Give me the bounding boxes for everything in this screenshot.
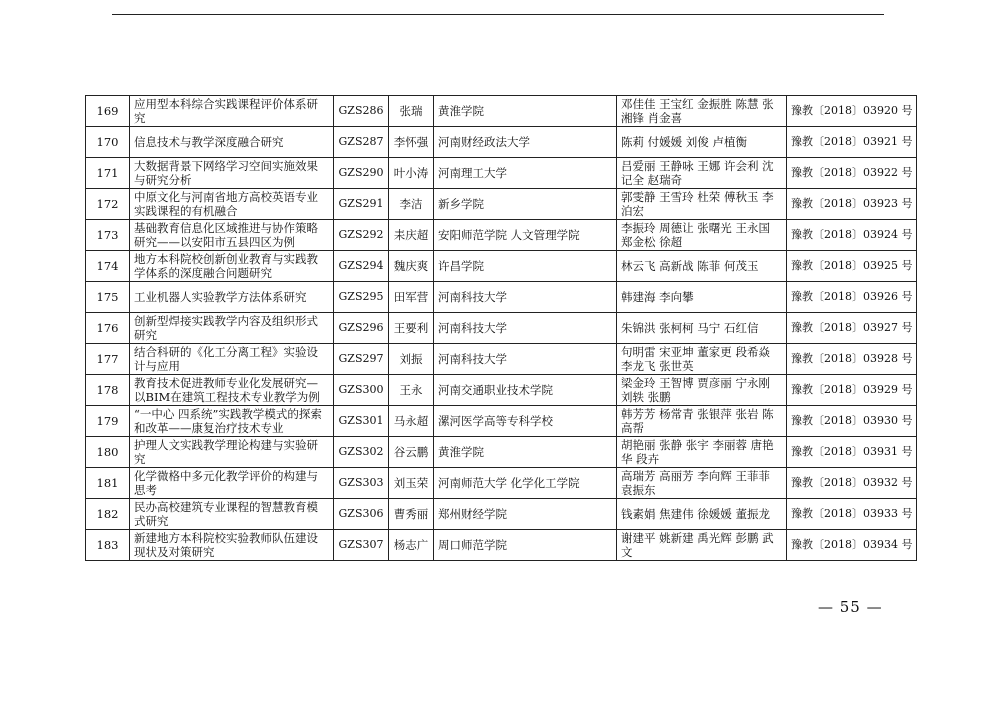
project-leader: 田军营 — [389, 282, 434, 313]
institution: 漯河医学高等专科学校 — [434, 406, 617, 437]
table-row — [86, 375, 917, 406]
project-leader: 张瑞 — [389, 96, 434, 127]
document-number: 豫教〔2018〕03924 号 — [787, 220, 917, 251]
project-code: GZS297 — [334, 344, 389, 375]
team-members: 朱锦洪 张柯柯 马宁 石红信 — [617, 313, 787, 344]
table-row — [86, 406, 917, 437]
document-number: 豫教〔2018〕03920 号 — [787, 96, 917, 127]
team-members: 胡艳丽 张静 张宇 李丽蓉 唐艳华 段卉 — [617, 437, 787, 468]
project-code: GZS292 — [334, 220, 389, 251]
row-number: 171 — [86, 158, 130, 189]
document-number: 豫教〔2018〕03932 号 — [787, 468, 917, 499]
project-leader: 李怀强 — [389, 127, 434, 158]
document-number: 豫教〔2018〕03928 号 — [787, 344, 917, 375]
project-title: 结合科研的《化工分离工程》实验设计与应用 — [130, 344, 334, 375]
project-leader: 耒庆超 — [389, 220, 434, 251]
project-code: GZS296 — [334, 313, 389, 344]
table-row — [86, 313, 917, 344]
document-number: 豫教〔2018〕03925 号 — [787, 251, 917, 282]
table-row — [86, 344, 917, 375]
project-title: 大数据背景下网络学习空间实施效果与研究分析 — [130, 158, 334, 189]
table-row — [86, 468, 917, 499]
institution: 河南理工大学 — [434, 158, 617, 189]
project-table — [85, 95, 917, 561]
project-code: GZS294 — [334, 251, 389, 282]
project-leader: 王永 — [389, 375, 434, 406]
team-members: 郭雯静 王雪玲 杜荣 傅秋玉 李泊宏 — [617, 189, 787, 220]
team-members: 韩建海 李向攀 — [617, 282, 787, 313]
row-number: 176 — [86, 313, 130, 344]
project-leader: 魏庆爽 — [389, 251, 434, 282]
project-title: 中原文化与河南省地方高校英语专业实践课程的有机融合 — [130, 189, 334, 220]
project-leader: 叶小涛 — [389, 158, 434, 189]
table-row — [86, 220, 917, 251]
table-row — [86, 437, 917, 468]
institution: 许昌学院 — [434, 251, 617, 282]
institution: 河南财经政法大学 — [434, 127, 617, 158]
project-title: 新建地方本科院校实验教师队伍建设现状及对策研究 — [130, 530, 334, 561]
project-code: GZS301 — [334, 406, 389, 437]
page-number: — 55 — — [818, 598, 883, 616]
team-members: 李振玲 周德让 张曙光 王永国 郑金松 徐超 — [617, 220, 787, 251]
institution: 河南科技大学 — [434, 282, 617, 313]
project-code: GZS287 — [334, 127, 389, 158]
institution: 河南交通职业技术学院 — [434, 375, 617, 406]
document-number: 豫教〔2018〕03922 号 — [787, 158, 917, 189]
project-title: 地方本科院校创新创业教育与实践教学体系的深度融合问题研究 — [130, 251, 334, 282]
project-code: GZS306 — [334, 499, 389, 530]
team-members: 林云飞 高新战 陈菲 何茂玉 — [617, 251, 787, 282]
project-title: 基础教育信息化区域推进与协作策略研究——以安阳市五县四区为例 — [130, 220, 334, 251]
row-number: 177 — [86, 344, 130, 375]
table-row — [86, 189, 917, 220]
institution: 安阳师范学院 人文管理学院 — [434, 220, 617, 251]
row-number: 174 — [86, 251, 130, 282]
document-number: 豫教〔2018〕03923 号 — [787, 189, 917, 220]
project-code: GZS300 — [334, 375, 389, 406]
institution: 黄淮学院 — [434, 96, 617, 127]
project-code: GZS290 — [334, 158, 389, 189]
team-members: 韩芳芳 杨常青 张银萍 张岩 陈高帮 — [617, 406, 787, 437]
document-number: 豫教〔2018〕03933 号 — [787, 499, 917, 530]
project-title: 信息技术与教学深度融合研究 — [130, 127, 334, 158]
institution: 新乡学院 — [434, 189, 617, 220]
project-leader: 李洁 — [389, 189, 434, 220]
project-leader: 刘玉荣 — [389, 468, 434, 499]
team-members: 高瑞芳 高丽芳 李向辉 王菲菲 袁振东 — [617, 468, 787, 499]
row-number: 173 — [86, 220, 130, 251]
project-code: GZS303 — [334, 468, 389, 499]
document-number: 豫教〔2018〕03927 号 — [787, 313, 917, 344]
project-leader: 曹秀丽 — [389, 499, 434, 530]
header-rule — [112, 14, 884, 15]
table-row — [86, 96, 917, 127]
project-leader: 谷云鹏 — [389, 437, 434, 468]
row-number: 182 — [86, 499, 130, 530]
team-members: 谢建平 姚新建 禹光辉 彭鹏 武文 — [617, 530, 787, 561]
team-members: 句明雷 宋亚坤 董家更 段希焱 李龙飞 张世英 — [617, 344, 787, 375]
project-leader: 刘振 — [389, 344, 434, 375]
project-code: GZS291 — [334, 189, 389, 220]
table-row — [86, 158, 917, 189]
project-leader: 马永超 — [389, 406, 434, 437]
table-row — [86, 127, 917, 158]
row-number: 175 — [86, 282, 130, 313]
project-title: 护理人文实践教学理论构建与实验研究 — [130, 437, 334, 468]
project-leader: 王要利 — [389, 313, 434, 344]
document-number: 豫教〔2018〕03926 号 — [787, 282, 917, 313]
project-title: 工业机器人实验教学方法体系研究 — [130, 282, 334, 313]
row-number: 180 — [86, 437, 130, 468]
row-number: 169 — [86, 96, 130, 127]
document-number: 豫教〔2018〕03930 号 — [787, 406, 917, 437]
document-number: 豫教〔2018〕03921 号 — [787, 127, 917, 158]
row-number: 179 — [86, 406, 130, 437]
project-code: GZS302 — [334, 437, 389, 468]
document-number: 豫教〔2018〕03929 号 — [787, 375, 917, 406]
table-row — [86, 530, 917, 561]
project-title: 创新型焊接实践教学内容及组织形式研究 — [130, 313, 334, 344]
project-title: 应用型本科综合实践课程评价体系研究 — [130, 96, 334, 127]
row-number: 178 — [86, 375, 130, 406]
project-title: 化学微格中多元化教学评价的构建与思考 — [130, 468, 334, 499]
institution: 郑州财经学院 — [434, 499, 617, 530]
institution: 河南师范大学 化学化工学院 — [434, 468, 617, 499]
row-number: 172 — [86, 189, 130, 220]
table-row — [86, 282, 917, 313]
project-code: GZS307 — [334, 530, 389, 561]
project-leader: 杨志广 — [389, 530, 434, 561]
team-members: 陈莉 付媛媛 刘俊 卢植衡 — [617, 127, 787, 158]
table-row — [86, 251, 917, 282]
project-code: GZS286 — [334, 96, 389, 127]
project-title: 教育技术促进教师专业化发展研究—以BIM在建筑工程技术专业教学为例 — [130, 375, 334, 406]
institution: 黄淮学院 — [434, 437, 617, 468]
document-number: 豫教〔2018〕03934 号 — [787, 530, 917, 561]
institution: 河南科技大学 — [434, 344, 617, 375]
team-members: 钱素娟 焦建伟 徐媛媛 董振龙 — [617, 499, 787, 530]
team-members: 吕爱丽 王静咏 王娜 许会利 沈记全 赵瑞奇 — [617, 158, 787, 189]
project-title: 民办高校建筑专业课程的智慧教育模式研究 — [130, 499, 334, 530]
team-members: 梁金玲 王智博 贾彦丽 宁永刚 刘轶 张鹏 — [617, 375, 787, 406]
table-row — [86, 499, 917, 530]
document-number: 豫教〔2018〕03931 号 — [787, 437, 917, 468]
row-number: 183 — [86, 530, 130, 561]
team-members: 邓佳佳 王宝红 金振胜 陈慧 张湘锋 肖金喜 — [617, 96, 787, 127]
row-number: 181 — [86, 468, 130, 499]
institution: 周口师范学院 — [434, 530, 617, 561]
institution: 河南科技大学 — [434, 313, 617, 344]
project-code: GZS295 — [334, 282, 389, 313]
project-title: “一中心 四系统”实践教学模式的探索和改革——康复治疗技术专业 — [130, 406, 334, 437]
row-number: 170 — [86, 127, 130, 158]
